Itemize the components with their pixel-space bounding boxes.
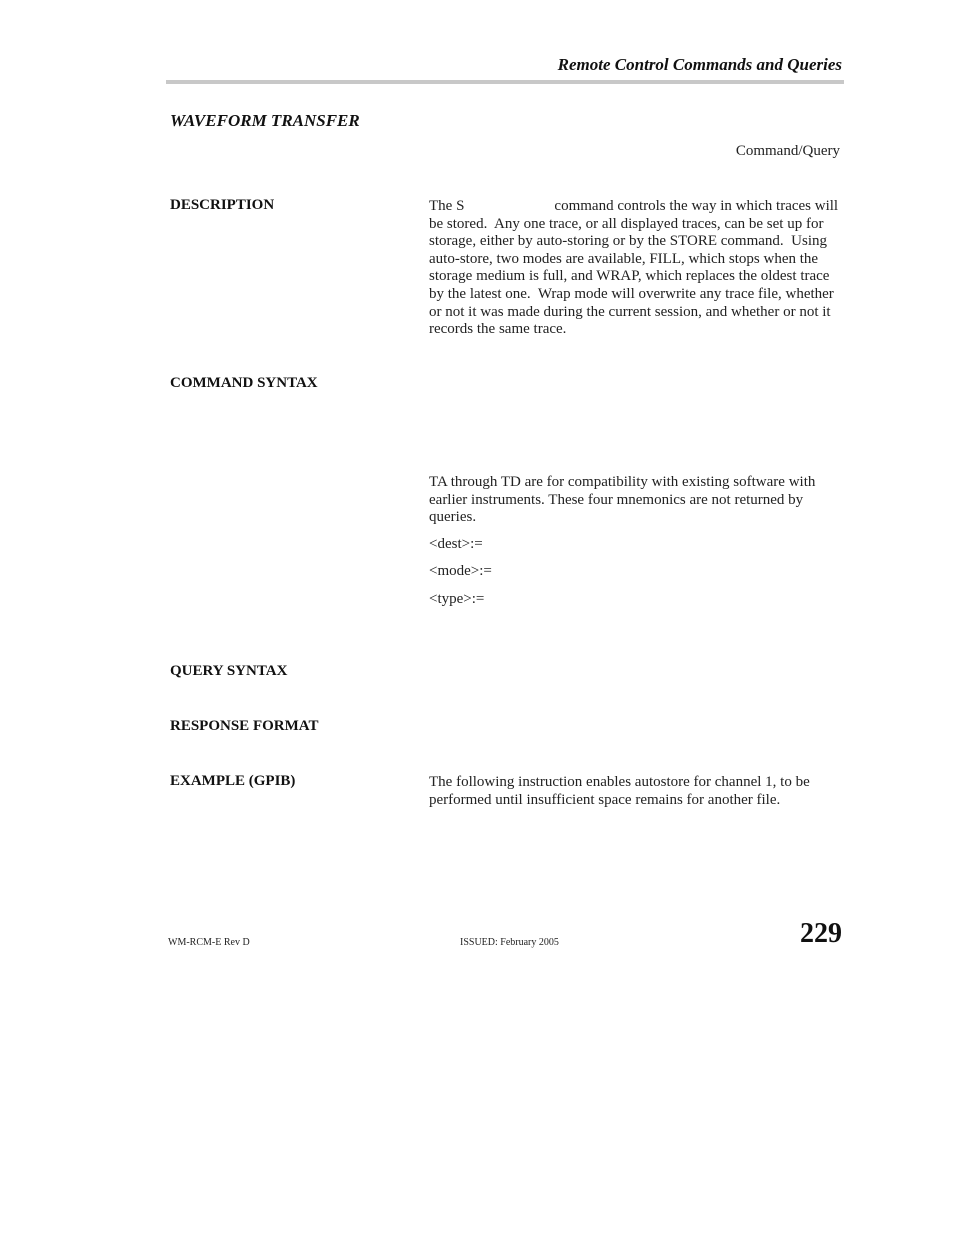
dest-parameter: <dest>:=: [429, 536, 483, 552]
page-number: 229: [800, 918, 842, 949]
type-parameter: <type>:=: [429, 591, 485, 607]
section-title: WAVEFORM TRANSFER: [170, 111, 360, 130]
footer-document-id: WM-RCM-E Rev D: [168, 937, 250, 948]
running-header-title: Remote Control Commands and Queries: [557, 55, 842, 74]
mode-parameter: <mode>:=: [429, 563, 492, 579]
header-divider: [166, 80, 844, 84]
example-text: The following instruction enables autostore for channel 1, to be performed until insufficient space remains for another file.: [429, 774, 810, 808]
response-format-label: RESPONSE FORMAT: [170, 718, 319, 734]
description-label: DESCRIPTION: [170, 197, 275, 213]
example-label: EXAMPLE (GPIB): [170, 773, 296, 789]
description-text: The S command controls the way in which traces will be stored. Any one trace, or all displayed traces, can be set up for storage, either by auto-storing or by the STORE command. Using auto-store, two modes are available, FILL, which stops when the storage medium is full, and WRAP, which replaces the oldest trace by the latest one. Wrap mode will overwrite any trace file, whether or not it was made during the current session, and whether or not it records the same trace.: [429, 198, 842, 338]
command-syntax-label: COMMAND SYNTAX: [170, 375, 318, 391]
query-syntax-label: QUERY SYNTAX: [170, 663, 288, 679]
command-syntax-note: TA through TD are for compatibility with existing software with earlier instruments. These four mnemonics are not returned by queries.: [429, 474, 816, 526]
command-type-label: Command/Query: [735, 143, 840, 159]
footer-issued-date: ISSUED: February 2005: [460, 937, 559, 948]
